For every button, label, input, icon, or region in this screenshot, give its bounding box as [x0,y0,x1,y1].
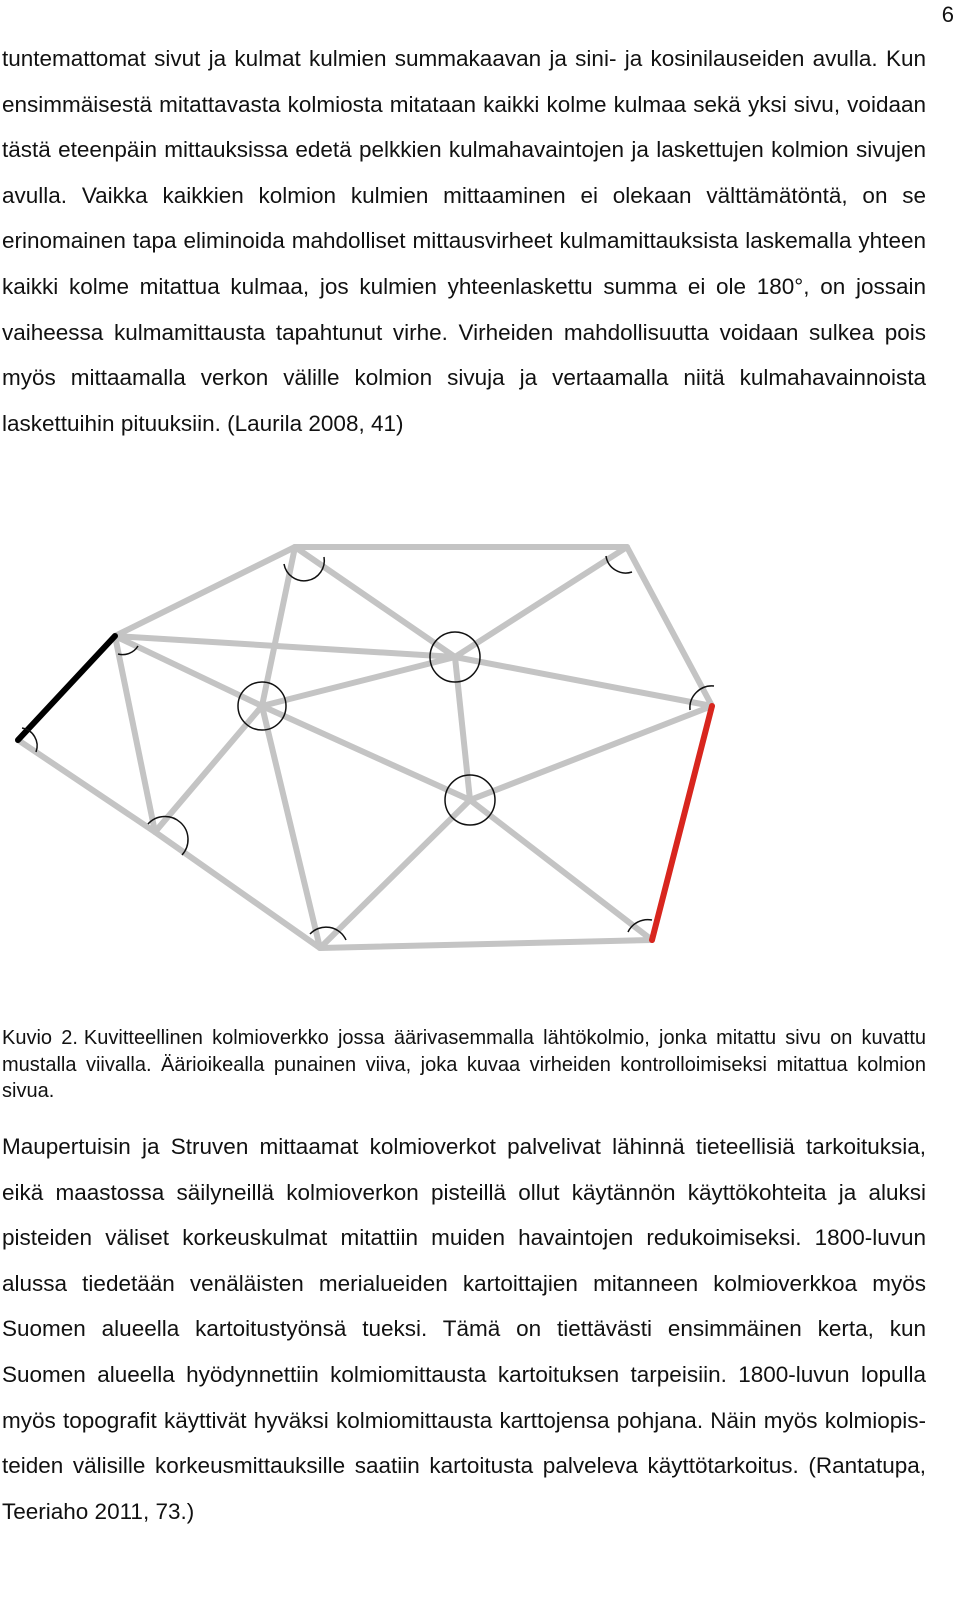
network-edge [455,547,627,657]
network-edge [295,547,455,657]
figure-caption [2,1025,926,1105]
network-edge [455,657,712,706]
network-edge [470,800,652,940]
caption-text: Kuvitteellinen kolmioverkko jossa äärivasemmalla lähtökolmio, jonka mitattu sivu on kuvattu mustalla viivalla. Äärioikealla punainen viiva, joka kuvaa virheiden kontrolloimiseksi mitattua kolmion sivua. [2,1027,927,1102]
network-edge [320,940,652,948]
network-edge [262,657,455,706]
triangulation-network-figure [0,520,960,990]
body-paragraph-1: tuntemattomat sivut ja kulmat kulmien summakaavan ja sini- ja kosinilauseiden avulla. Kun ensimmäisestä mitattavasta kolmiosta mitataan kaikki kolme kulmaa sekä yksi sivu, voidaan tästä eteenpäin mittauksissa edetä pelkkien kulmahavaintojen ja laskettujen kolmion sivujen avulla. Vaikka kaikkien kolmion kulmien mittaaminen ei olekaan välttämätöntä, on se erinomainen tapa eliminoida mahdolliset mittausvirheet kulmamittauksista laskemalla yhteen kaikki kolme mitattua kulmaa, jos kulmien yhteenlaskettu summa ei ole 180°, on jossain vaiheessa kulmamittausta tapahtunut virhe. Virheiden mahdollisuutta voidaan sulkea pois myös mittaamalla verkon välille kolmion sivuja ja vertaamalla niitä kulmahavainnoista laskettuihin pituuksiin. (Laurila 2008, 41) [2,46,926,436]
body-paragraph-2: Maupertuisin ja Struven mittaamat kolmioverkot palvelivat lähinnä tieteellisiä tarkoituksia, eikä maastossa säilyneillä kolmioverkon pisteillä ollut käytännön käyttökohteita ja aluksi pisteiden väliset korkeuskulmat mitattiin muiden havaintojen redukoimiseksi. 1800-luvun alussa tiedetään venäläisten merialueiden kartoittajien mitanneen kolmioverkkoa myös Suomen alueella kartoitustyönsä tueksi. Tämä on tiettävästi ensimmäinen kerta, kun Suomen alueella hyödynnettiin kolmiomittausta kartoituksen tarpeisiin. 1800-luvun lopulla myös topografit käyttivät hyväksi kolmiomittausta karttojensa pohjana. Näin myös kolmiopisteiden välisille korkeusmittauksille saatiin kartoitusta palveleva käyttötarkoitus. (Rantatupa, Teeriaho 2011, 73.) [2,1134,926,1524]
network-edge [115,636,155,832]
page-number: 6 [941,2,954,27]
network-edges [18,547,712,948]
network-edge [262,706,470,800]
network-edge [115,547,295,636]
network-edge [627,547,712,706]
baseline-side [18,636,115,740]
caption-label: Kuvio 2. [2,1027,78,1049]
network-edge [320,800,470,948]
network-edge [155,706,262,832]
network-edge [115,636,455,657]
network-edge [18,740,155,832]
control-side [652,706,712,940]
network-edge [470,706,712,800]
